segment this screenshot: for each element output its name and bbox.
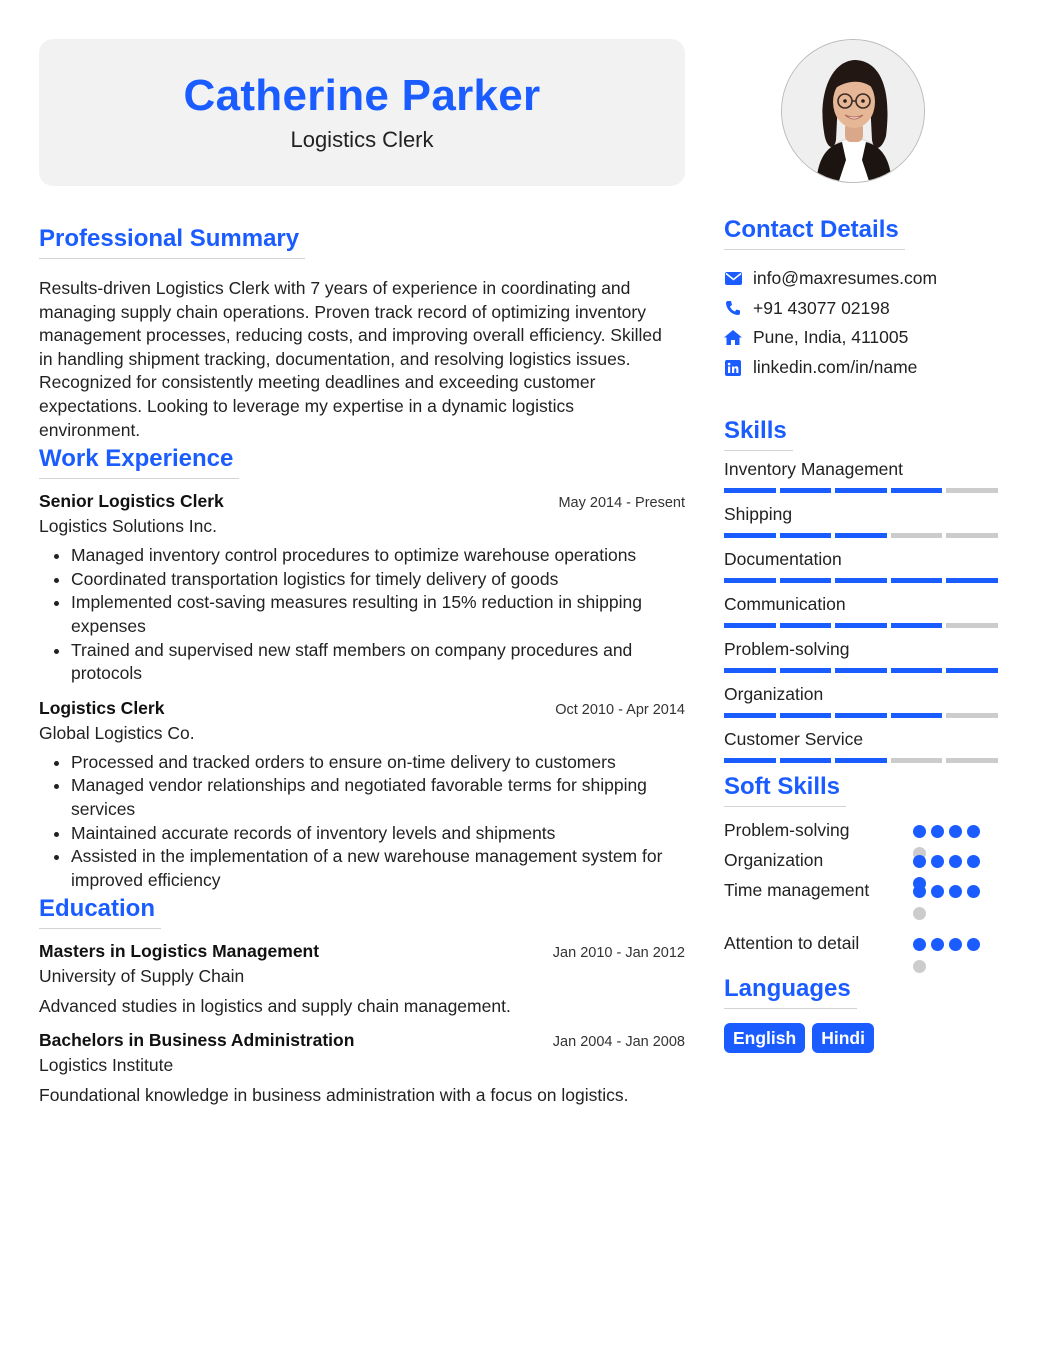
- school-name: Logistics Institute: [39, 1055, 174, 1076]
- rating-dot: [949, 885, 962, 898]
- skill-level-segment: [780, 533, 832, 538]
- skill-item: [724, 457, 1004, 493]
- skill-level-segment: [946, 578, 998, 583]
- summary-line: expectations. Looking to leverage my expertise in a dynamic logistics: [39, 395, 574, 416]
- soft-skill-rating: [913, 938, 993, 973]
- bullet-item: • Maintained accurate records of inventory levels and shipments: [71, 822, 685, 846]
- skill-level-segment: [891, 488, 943, 493]
- skill-name: Inventory Management: [724, 459, 903, 480]
- contact-list: [724, 264, 1004, 382]
- skill-level-bar: [724, 668, 1004, 673]
- education-description: Advanced studies in logistics and supply chain management.: [39, 996, 511, 1017]
- skill-level-segment: [724, 488, 776, 493]
- skill-level-bar: [724, 713, 1004, 718]
- skill-level-segment: [891, 533, 943, 538]
- candidate-role: Logistics Clerk: [290, 127, 434, 152]
- skill-level-segment: [780, 713, 832, 718]
- skill-level-bar: [724, 533, 1004, 538]
- skill-name: Customer Service: [724, 729, 864, 750]
- degree-title: Bachelors in Business Administration: [39, 1030, 355, 1051]
- summary-text: [39, 277, 685, 442]
- rating-dot: [913, 960, 926, 973]
- summary-heading: Professional Summary: [39, 224, 305, 259]
- skill-level-segment: [724, 758, 776, 763]
- rating-dot: [949, 938, 962, 951]
- skill-level-segment: [780, 578, 832, 583]
- bullet-item: • Implemented cost-saving measures resulting in 15% reduction in shipping expenses: [71, 591, 685, 638]
- languages-section: [724, 974, 1004, 1053]
- rating-dot: [931, 855, 944, 868]
- soft-skill-name: Attention to detail: [724, 933, 860, 954]
- skill-level-segment: [835, 713, 887, 718]
- candidate-name: Catherine Parker: [183, 71, 541, 120]
- skill-level-bar: [724, 578, 1004, 583]
- skill-level-segment: [835, 758, 887, 763]
- language-tags: [724, 1023, 1004, 1053]
- skills-list: [724, 457, 1004, 763]
- skill-level-segment: [946, 623, 998, 628]
- job-title: Senior Logistics Clerk: [39, 491, 224, 512]
- rating-dot: [967, 938, 980, 951]
- bullet-item: • Assisted in the implementation of a new warehouse management system for improved efficiency: [71, 845, 685, 892]
- skill-level-segment: [891, 578, 943, 583]
- education-section: [39, 894, 685, 1107]
- job-bullets: [39, 751, 685, 893]
- contact-section: [724, 215, 1004, 382]
- skill-item: [724, 682, 1004, 718]
- skill-level-segment: [724, 623, 776, 628]
- skill-level-segment: [946, 488, 998, 493]
- rating-dot: [967, 825, 980, 838]
- soft-skill-rating: [913, 885, 993, 920]
- experience-heading: Work Experience: [39, 444, 239, 479]
- skill-name: Communication: [724, 594, 846, 615]
- contact-phone[interactable]: [724, 294, 1004, 324]
- rating-dot: [913, 825, 926, 838]
- education-entry: [39, 941, 685, 1018]
- job-entry: [39, 698, 685, 893]
- soft-skill-item: [724, 817, 1004, 847]
- soft-skills-heading: Soft Skills: [724, 772, 846, 807]
- skill-item: [724, 502, 1004, 538]
- skill-item: [724, 727, 1004, 763]
- skill-level-segment: [835, 533, 887, 538]
- rating-dot: [967, 885, 980, 898]
- skills-heading: Skills: [724, 416, 793, 451]
- skill-name: Problem-solving: [724, 639, 850, 660]
- skill-name: Organization: [724, 684, 824, 705]
- soft-skill-item: [724, 847, 1004, 877]
- job-bullets: [39, 544, 685, 686]
- skill-level-segment: [835, 623, 887, 628]
- skills-section: [724, 416, 1004, 763]
- skill-level-segment: [891, 623, 943, 628]
- summary-section: [39, 224, 685, 442]
- rating-dot: [949, 855, 962, 868]
- education-entry: [39, 1030, 685, 1107]
- skill-level-segment: [724, 533, 776, 538]
- summary-line: managing supply chain operations. Proven track record of optimizing inventory: [39, 301, 646, 322]
- rating-dot: [931, 825, 944, 838]
- summary-line: management processes, reducing costs, and improving overall efficiency. Skilled: [39, 325, 662, 346]
- bullet-item: • Trained and supervised new staff members on company procedures and protocols: [71, 639, 685, 686]
- rating-dot: [913, 855, 926, 868]
- education-date: Jan 2010 - Jan 2012: [552, 945, 685, 962]
- contact-email[interactable]: [724, 264, 1004, 294]
- skill-level-segment: [724, 713, 776, 718]
- email-icon: [724, 270, 742, 288]
- job-entry: [39, 491, 685, 686]
- summary-line: Results-driven Logistics Clerk with 7 years of experience in coordinating and: [39, 278, 631, 298]
- email-text: info@maxresumes.com: [753, 268, 938, 289]
- skill-level-segment: [780, 668, 832, 673]
- phone-text: +91 43077 02198: [753, 297, 890, 318]
- education-description: Foundational knowledge in business administration with a focus on logistics.: [39, 1085, 629, 1106]
- skill-item: [724, 547, 1004, 583]
- job-title: Logistics Clerk: [39, 697, 165, 718]
- skill-level-segment: [891, 713, 943, 718]
- main-column: [39, 39, 685, 1107]
- contact-linkedin[interactable]: [724, 353, 1004, 383]
- contact-address: [724, 323, 1004, 353]
- job-company: Logistics Solutions Inc.: [39, 516, 218, 537]
- rating-dot: [913, 885, 926, 898]
- bullet-item: • Coordinated transportation logistics for timely delivery of goods: [71, 568, 685, 592]
- skill-level-segment: [946, 713, 998, 718]
- soft-skill-name: Time management: [724, 879, 870, 900]
- skill-name: Shipping: [724, 504, 793, 525]
- education-heading: Education: [39, 894, 161, 929]
- skill-name: Documentation: [724, 549, 842, 570]
- skill-level-bar: [724, 623, 1004, 628]
- soft-skill-item: [724, 930, 1004, 960]
- school-name: University of Supply Chain: [39, 966, 245, 987]
- linkedin-text: linkedin.com/in/name: [753, 357, 918, 378]
- name-header: [39, 39, 685, 186]
- skill-level-segment: [780, 488, 832, 493]
- soft-skill-item: [724, 877, 1004, 907]
- language-tag: Hindi: [812, 1023, 874, 1053]
- portrait-image: [782, 40, 925, 183]
- rating-dot: [913, 938, 926, 951]
- rating-dot: [931, 885, 944, 898]
- language-tag: English: [724, 1023, 805, 1053]
- rating-dot: [931, 938, 944, 951]
- job-company: Global Logistics Co.: [39, 722, 195, 743]
- summary-line: Recognized for consistently meeting deadlines and exceeding customer: [39, 372, 596, 393]
- experience-section: [39, 444, 685, 892]
- rating-dot: [949, 825, 962, 838]
- home-icon: [724, 329, 742, 347]
- address-text: Pune, India, 411005: [753, 327, 909, 348]
- degree-title: Masters in Logistics Management: [39, 941, 320, 962]
- education-date: Jan 2004 - Jan 2008: [552, 1034, 685, 1051]
- job-date: Oct 2010 - Apr 2014: [555, 701, 685, 718]
- skill-level-bar: [724, 488, 1004, 493]
- soft-skill-name: Problem-solving: [724, 820, 850, 841]
- skill-item: [724, 592, 1004, 628]
- bullet-item: • Managed inventory control procedures to optimize warehouse operations: [71, 544, 685, 568]
- skill-level-segment: [946, 758, 998, 763]
- skill-level-segment: [724, 578, 776, 583]
- skill-item: [724, 637, 1004, 673]
- languages-heading: Languages: [724, 974, 857, 1009]
- skill-level-segment: [835, 578, 887, 583]
- skill-level-segment: [891, 668, 943, 673]
- job-date: May 2014 - Present: [558, 495, 685, 512]
- soft-skills-list: [724, 817, 1004, 959]
- skill-level-segment: [946, 668, 998, 673]
- skill-level-segment: [780, 758, 832, 763]
- skill-level-segment: [835, 668, 887, 673]
- skill-level-segment: [835, 488, 887, 493]
- phone-icon: [724, 299, 742, 317]
- soft-skill-name: Organization: [724, 849, 824, 870]
- skill-level-segment: [946, 533, 998, 538]
- skill-level-segment: [780, 623, 832, 628]
- skill-level-segment: [724, 668, 776, 673]
- rating-dot: [967, 855, 980, 868]
- linkedin-icon: [724, 359, 742, 377]
- profile-photo: [781, 39, 925, 183]
- skill-level-segment: [891, 758, 943, 763]
- rating-dot: [913, 907, 926, 920]
- summary-line: environment.: [39, 419, 141, 440]
- contact-heading: Contact Details: [724, 215, 905, 250]
- bullet-item: • Processed and tracked orders to ensure on-time delivery to customers: [71, 751, 685, 775]
- summary-line: in handling shipment tracking, documentation, and resolving logistics issues.: [39, 348, 631, 369]
- bullet-item: • Managed vendor relationships and negotiated favorable terms for shipping services: [71, 774, 685, 821]
- soft-skills-section: [724, 772, 1004, 959]
- skill-level-bar: [724, 758, 1004, 763]
- sidebar-column: [724, 39, 1004, 1053]
